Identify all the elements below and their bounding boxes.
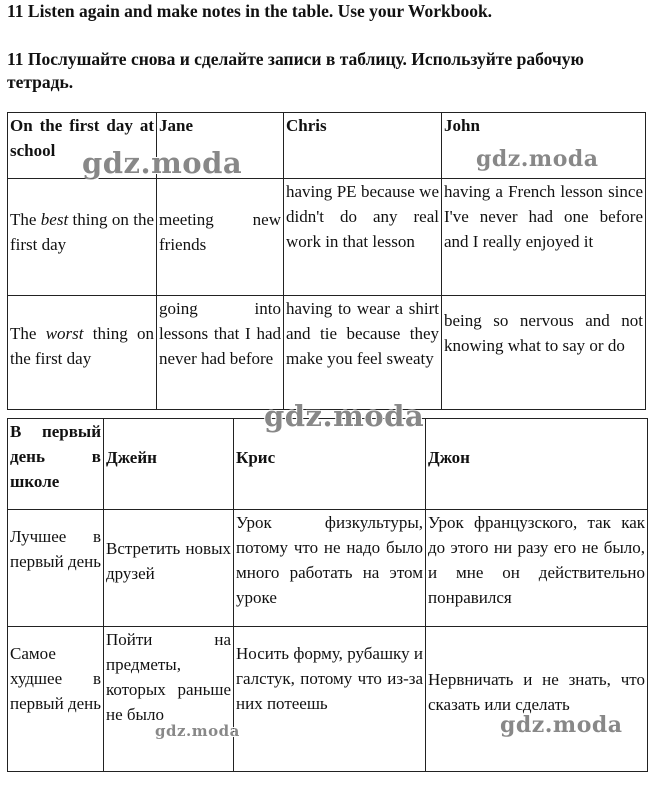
cell-chris-worst: Носить форму, рубашку и галстук, потому что из-за них потеешь bbox=[234, 627, 426, 772]
cell-chris-best: Урок физкультуры, потому что не надо было много работать на этом уроке bbox=[234, 510, 426, 627]
cell-john-best: Урок французского, так как до этого ни разу его не было, и мне он действительно понравился bbox=[426, 510, 648, 627]
table-row-best bbox=[8, 179, 646, 296]
header-cell-john: Джон bbox=[426, 419, 648, 510]
header-cell-jane: Джейн bbox=[104, 419, 234, 510]
header-cell-chris: Крис bbox=[234, 419, 426, 510]
watermark-logo: gdz.moda bbox=[82, 146, 243, 180]
table-header-row bbox=[8, 113, 646, 179]
label-prefix: The bbox=[10, 324, 46, 343]
header-cell-topic: On the first day at school bbox=[8, 113, 157, 179]
row-label-worst: Самое худшее в первый день bbox=[8, 627, 104, 772]
cell-john-worst: Нервничать и не знать, что сказать или сделать bbox=[426, 627, 648, 772]
notes-table-english bbox=[7, 112, 646, 410]
watermark-logo: gdz.moda bbox=[155, 722, 240, 740]
header-cell-john: John bbox=[442, 113, 646, 179]
cell-john-worst: being so nervous and not knowing what to say or do bbox=[442, 296, 646, 410]
table-row-worst bbox=[8, 627, 648, 772]
cell-jane-best: Встретить новых друзей bbox=[104, 510, 234, 627]
table-row-worst bbox=[8, 296, 646, 410]
label-suffix: thing on the first day bbox=[10, 210, 154, 254]
label-emphasis: best bbox=[40, 210, 69, 229]
heading-english: 11 Listen again and make notes in the table. Use your Workbook. bbox=[7, 1, 493, 21]
cell-jane-worst: going into lessons that I had never had before bbox=[157, 296, 284, 410]
label-suffix: thing on the first day bbox=[10, 324, 154, 368]
label-prefix: The bbox=[10, 210, 41, 229]
header-cell-topic: В первый день в школе bbox=[8, 419, 104, 510]
cell-jane-best: meeting new friends bbox=[157, 179, 284, 296]
table-header-row bbox=[8, 419, 648, 510]
cell-chris-best: having PE because we didn't do any real work in that lesson bbox=[284, 179, 442, 296]
header-cell-chris: Chris bbox=[284, 113, 442, 179]
row-label-worst bbox=[8, 296, 157, 410]
row-label-best bbox=[8, 179, 157, 296]
heading-russian: 11 Послушайте снова и сделайте записи в таблицу. Используйте рабочую тетрадь. bbox=[7, 49, 584, 92]
table-row-best bbox=[8, 510, 648, 627]
watermark-logo: gdz.moda bbox=[500, 712, 623, 738]
watermark-logo: gdz.moda bbox=[476, 146, 599, 172]
cell-john-best: having a French lesson since I've never had one before and I really enjoyed it bbox=[442, 179, 646, 296]
cell-jane-worst: Пойти на предметы, которых раньше не было bbox=[104, 627, 234, 772]
header-cell-jane: Jane bbox=[157, 113, 284, 179]
notes-table-russian bbox=[7, 418, 648, 772]
row-label-best: Лучшее в первый день bbox=[8, 510, 104, 627]
cell-chris-worst: having to wear a shirt and tie because they make you feel sweaty bbox=[284, 296, 442, 410]
watermark-logo: gdz.moda bbox=[264, 399, 425, 433]
label-emphasis: worst bbox=[45, 324, 84, 343]
